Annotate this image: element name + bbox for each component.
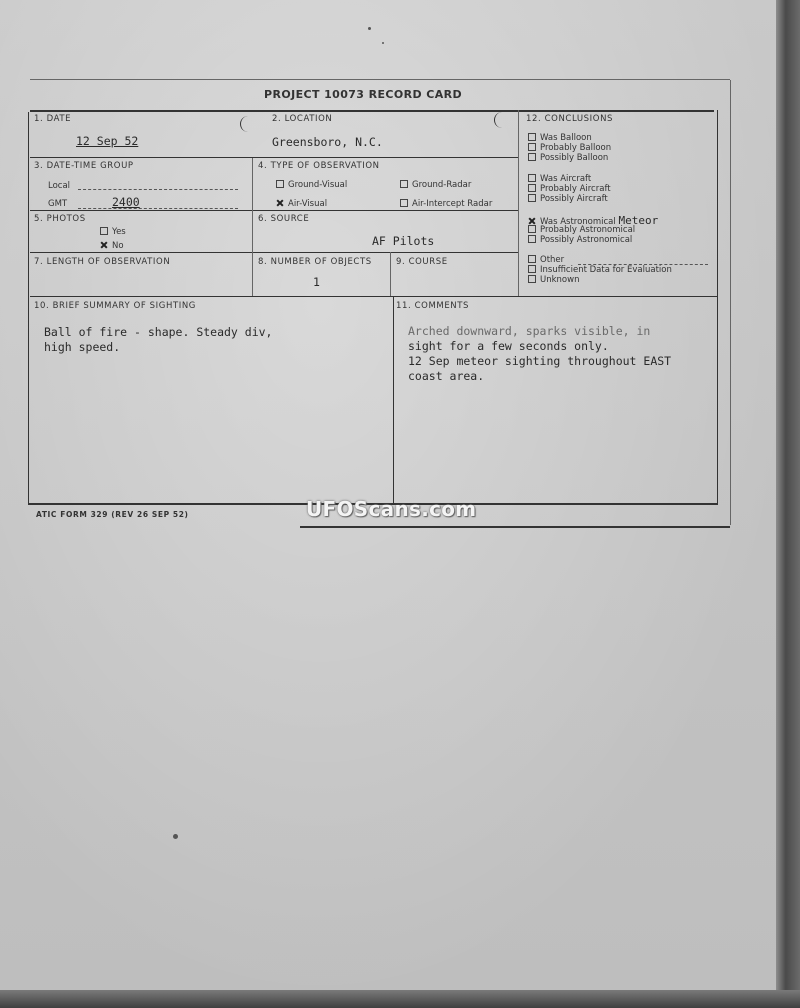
possibly-aircraft-text: Possibly Aircraft (540, 194, 608, 204)
photos-label: 5. PHOTOS (34, 214, 86, 224)
conclusion-probably-aircraft (528, 184, 611, 194)
card-left-border (28, 112, 29, 504)
photos-yes-checkbox (100, 227, 108, 235)
air-intercept-radar-checkbox (400, 199, 408, 207)
conclusion-insufficient-data (528, 265, 672, 275)
unknown-text: Unknown (540, 275, 580, 285)
location-value: Greensboro, N.C. (272, 135, 383, 149)
gmt-line (78, 208, 238, 209)
number-of-objects-label: 8. NUMBER OF OBJECTS (258, 257, 372, 267)
summary-line-1: Ball of fire - shape. Steady div, (44, 325, 273, 339)
photos-no-text: No (112, 241, 124, 251)
col-rule-3 (393, 296, 394, 503)
date-field-bracket (240, 116, 249, 132)
was-aircraft-text: Was Aircraft (540, 174, 592, 184)
length-of-observation-label: 7. LENGTH OF OBSERVATION (34, 257, 171, 267)
gmt-label: GMT (48, 199, 68, 209)
header-rule (30, 110, 714, 112)
conclusion-possibly-aircraft (528, 194, 608, 204)
ground-radar-checkbox (400, 180, 408, 188)
air-intercept-radar-text: Air-Intercept Radar (412, 199, 493, 209)
card-top-rule (30, 79, 730, 80)
row-rule-4 (30, 296, 718, 297)
conclusion-other (528, 255, 564, 265)
conclusion-was-balloon (528, 133, 592, 143)
summary-line-2: high speed. (44, 340, 121, 354)
card-title: PROJECT 10073 RECORD CARD (264, 88, 463, 101)
comments-label: 11. COMMENTS (396, 301, 470, 311)
comments-line-3: 12 Sep meteor sighting throughout EAST (408, 354, 672, 368)
conclusion-probably-astronomical (528, 225, 635, 235)
probably-astronomical-text: Probably Astronomical (540, 225, 636, 235)
air-visual-text: Air-Visual (288, 199, 328, 209)
ground-radar-text: Ground-Radar (412, 180, 472, 190)
unknown-checkbox (528, 275, 536, 283)
was-balloon-checkbox (528, 133, 536, 141)
probably-aircraft-text: Probably Aircraft (540, 184, 611, 194)
ground-visual-text: Ground-Visual (288, 180, 348, 190)
scan-speck (368, 27, 371, 30)
other-text: Other (540, 255, 565, 265)
number-of-objects-value: 1 (313, 275, 320, 289)
comments-line-2: sight for a few seconds only. (408, 339, 609, 353)
probably-aircraft-checkbox (528, 184, 536, 192)
date-time-group-label: 3. DATE-TIME GROUP (34, 161, 134, 171)
possibly-astronomical-checkbox (528, 235, 536, 243)
was-astronomical-text: Was Astronomical (540, 217, 616, 227)
col-rule-4 (518, 110, 519, 296)
probably-balloon-checkbox (528, 143, 536, 151)
scan-speck (382, 42, 384, 44)
conclusions-label: 12. CONCLUSIONS (526, 114, 614, 124)
scan-speck (173, 834, 178, 839)
type-of-observation-label: 4. TYPE OF OBSERVATION (258, 161, 380, 171)
card-shadow-rule (300, 526, 730, 528)
conclusion-unknown (528, 275, 579, 285)
conclusion-possibly-astronomical (528, 235, 632, 245)
location-label: 2. LOCATION (272, 114, 333, 124)
row-rule-1 (30, 157, 518, 158)
row-rule-2 (30, 210, 518, 211)
possibly-aircraft-checkbox (528, 194, 536, 202)
other-checkbox (528, 255, 536, 263)
source-label: 6. SOURCE (258, 214, 310, 224)
photos-yes-text: Yes (112, 227, 126, 237)
comments-line-1: Arched downward, sparks visible, in (408, 324, 651, 338)
card-right-border (717, 110, 718, 505)
location-field-bracket (494, 112, 503, 128)
astronomical-note: Meteor (618, 214, 659, 227)
photos-no-checkmark-icon (100, 241, 108, 249)
air-visual-checkmark-icon (276, 199, 284, 207)
col-rule-2 (390, 252, 391, 296)
photos-yes-option (100, 227, 126, 237)
conclusion-was-aircraft (528, 174, 591, 184)
insufficient-data-text: Insufficient Data for Evaluation (540, 265, 672, 275)
row-rule-3 (30, 252, 518, 253)
gmt-value: 2400 (112, 195, 140, 209)
possibly-balloon-checkbox (528, 153, 536, 161)
probably-balloon-text: Probably Balloon (540, 143, 612, 153)
form-number: ATIC FORM 329 (REV 26 SEP 52) (36, 510, 189, 519)
local-line (78, 189, 238, 190)
scan-edge-right (776, 0, 800, 1008)
scan-edge-bottom (0, 990, 800, 1008)
summary-label: 10. BRIEF SUMMARY OF SIGHTING (34, 301, 196, 311)
was-balloon-text: Was Balloon (540, 133, 592, 143)
comments-line-4: coast area. (408, 369, 485, 383)
possibly-balloon-text: Possibly Balloon (540, 153, 609, 163)
ground-visual-checkbox (276, 180, 284, 188)
date-label: 1. DATE (34, 114, 72, 124)
col-rule-1 (252, 158, 253, 296)
conclusion-probably-balloon (528, 143, 611, 153)
ground-visual-option (276, 180, 347, 190)
date-value: 12 Sep 52 (76, 134, 139, 148)
conclusion-possibly-balloon (528, 153, 608, 163)
ground-radar-option (400, 180, 471, 190)
air-intercept-radar-option (400, 199, 492, 209)
air-visual-option (276, 199, 327, 209)
course-label: 9. COURSE (396, 257, 448, 267)
possibly-astronomical-text: Possibly Astronomical (540, 235, 633, 245)
probably-astronomical-checkbox (528, 225, 536, 233)
local-label: Local (48, 181, 71, 191)
card-outer-right (730, 80, 731, 525)
ufoscans-watermark: UFOScans.com (306, 497, 477, 521)
source-value: AF Pilots (372, 234, 435, 248)
photos-no-option (100, 241, 124, 251)
insufficient-data-checkbox (528, 265, 536, 273)
was-aircraft-checkbox (528, 174, 536, 182)
was-astronomical-checkmark-icon (528, 217, 536, 225)
